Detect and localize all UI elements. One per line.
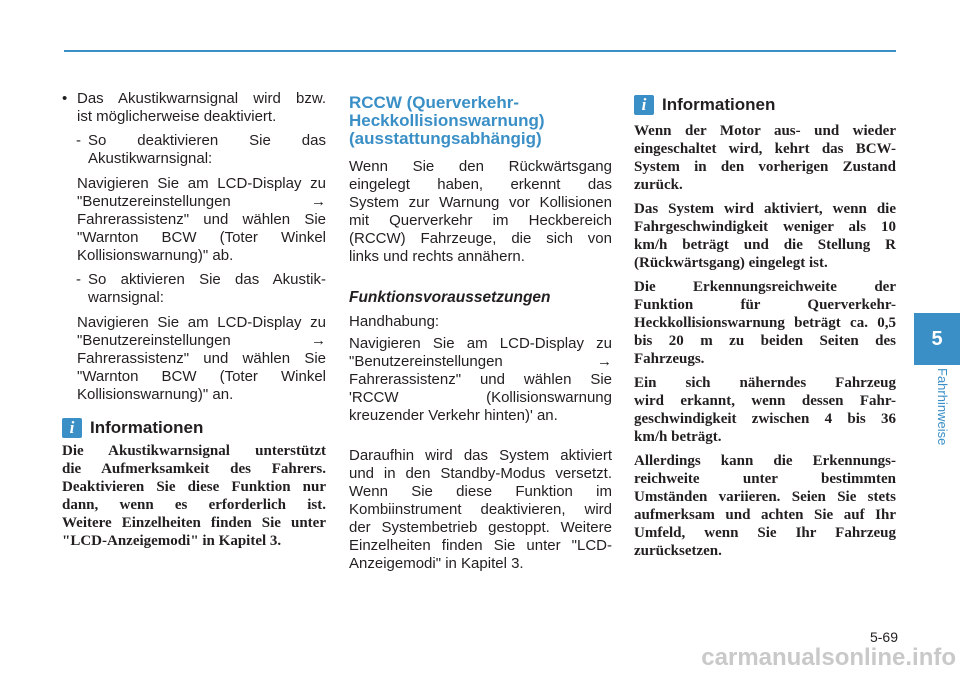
text-line: Fahrzeugs. [634, 351, 705, 367]
text-line: System zur Warnung vor Kollisionen [349, 194, 612, 211]
info-paragraph [634, 452, 896, 560]
info-paragraph [634, 122, 896, 194]
dash-mark: - [76, 132, 81, 149]
text-line: Ein sich näherndes Fahrzeug [634, 375, 896, 391]
text-line: "Benutzereinstellungen → [77, 332, 326, 349]
text-line: Das System wird aktiviert, wenn die [634, 201, 896, 217]
text-line: Fahrerassistenz" und wählen Sie [77, 211, 326, 228]
title-line: Heckkollisionswarnung) [349, 111, 545, 130]
navigation-paragraph [349, 335, 612, 425]
text-line: km/h beträgt. [634, 429, 722, 445]
info-heading [62, 418, 326, 438]
text-line: "Benutzereinstellungen → [77, 193, 326, 210]
text-line: (Rückwärtsgang) eingelegt ist. [634, 255, 828, 271]
chapter-label: Fahrhinweise [935, 368, 950, 446]
text-line: zurücksetzen. [634, 543, 722, 559]
text-line: Die Erkennungsreichweite der [634, 279, 896, 295]
text-line: Fahrerassistenz" und wählen Sie [349, 371, 612, 388]
text-line: Umfeld, wenn Sie Ihr Fahrzeug [634, 525, 896, 541]
section-title [349, 94, 612, 148]
text-line: System in den vorherigen Zustand [634, 159, 896, 175]
text-line: Navigieren Sie am LCD-Display zu [349, 335, 612, 352]
page-number: 5-69 [869, 629, 898, 645]
column-right [634, 90, 896, 560]
text-line: aufmerksam und achten Sie auf Ihr [634, 507, 896, 523]
text-line: Allerdings kann die Erkennungs- [634, 453, 896, 469]
dash-mark: - [76, 271, 81, 288]
text-line: kreuzender Verkehr hinten)' an. [349, 407, 558, 424]
text-line: "Warnton BCW (Toter Winkel [77, 368, 326, 385]
text-line: die Aufmerksamkeit des Fahrers. [62, 461, 326, 477]
text-line: Wenn der Motor aus- und wieder [634, 123, 896, 139]
text-line: So deaktivieren Sie das [88, 132, 326, 149]
text-line: Das Akustikwarnsignal wird bzw. [77, 90, 326, 107]
text-line: Einzelheiten finden Sie unter "LCD- [349, 537, 612, 554]
text-line: "Benutzereinstellungen → [349, 353, 612, 370]
info-paragraph [634, 278, 896, 368]
text-line: Kollisionswarnung)" ab. [77, 247, 234, 264]
text-line: Akustikwarnsignal: [88, 150, 213, 167]
text-line: Navigieren Sie am LCD-Display zu [77, 314, 326, 331]
text-line: Wenn Sie den Rückwärtsgang [349, 158, 612, 175]
dash-item [62, 132, 326, 168]
text-line: Fahrgeschwindigkeit weniger als 10 [634, 219, 896, 235]
text-line: dann, wenn es erforderlich ist. [62, 497, 326, 513]
text-line: Kollisionswarnung)" an. [77, 386, 234, 403]
text-line: Daraufhin wird das System aktiviert [349, 447, 612, 464]
text-line: (RCCW) Fahrzeuge, die sich von [349, 230, 612, 247]
text-line: Heckkollisionswarnung beträgt ca. 0,5 [634, 315, 896, 331]
instruction-paragraph [62, 175, 326, 265]
text-line: eingeschaltet wird, kehrt das BCW- [634, 141, 896, 157]
text-line: "LCD-Anzeigemodi" in Kapitel 3. [62, 533, 282, 549]
info-heading [634, 95, 896, 115]
text-line: "Warnton BCW (Toter Winkel [77, 229, 326, 246]
bullet-mark: • [62, 90, 68, 107]
text-line: Fahrerassistenz" und wählen Sie [77, 350, 326, 367]
text-line: So aktivieren Sie das Akustik- [88, 271, 326, 288]
text-line: Navigieren Sie am LCD-Display zu [77, 175, 326, 192]
text-line: und in den Standby-Modus versetzt. [349, 465, 612, 482]
text-line: zurück. [634, 177, 683, 193]
dash-item [62, 271, 326, 307]
text-line: wird erkannt, wenn dessen Fahr- [634, 393, 896, 409]
watermark: carmanualsonline.info [701, 644, 956, 671]
subsection-title: Funktionsvoraussetzungen [349, 289, 551, 306]
text-line: bis 20 m zu beiden Seiten des [634, 333, 896, 349]
info-title: Informationen [662, 95, 776, 114]
instruction-paragraph [62, 314, 326, 404]
intro-paragraph [349, 158, 612, 266]
text-line: Die Akustikwarnsignal unterstützt [62, 443, 326, 459]
column-middle [349, 90, 612, 573]
title-line: (ausstattungsabhängig) [349, 129, 542, 148]
text-line: reichweite unter bestimmten [634, 471, 896, 487]
info-icon: i [634, 95, 654, 115]
info-paragraph [634, 374, 896, 446]
text-line: 'RCCW (Kollisionswarnung [349, 389, 612, 406]
text-line: ist möglicherweise deaktiviert. [77, 108, 277, 125]
text-line: der Systembetrieb gestoppt. Weitere [349, 519, 612, 536]
text-line: Funktion für Querverkehr- [634, 297, 896, 313]
column-left [62, 90, 326, 550]
activation-paragraph [349, 447, 612, 573]
text-line: warnsignal: [88, 289, 164, 306]
text-line: Anzeigemodi" in Kapitel 3. [349, 555, 524, 572]
text-line: Umständen variieren. Seien Sie stets [634, 489, 896, 505]
text-line: Wenn Sie diese Funktion im [349, 483, 612, 500]
header-rule [64, 50, 896, 52]
text-line: links und rechts annähern. [349, 248, 525, 265]
info-title: Informationen [90, 418, 204, 437]
info-paragraph [634, 200, 896, 272]
text-line: geschwindigkeit zwischen 4 bis 36 [634, 411, 896, 427]
info-icon: i [62, 418, 82, 438]
title-line: RCCW (Querverkehr- [349, 93, 520, 112]
info-text [62, 442, 326, 550]
text-line: Kombiinstrument deaktivieren, wird [349, 501, 612, 518]
text-line: mit Querverkehr im Heckbereich [349, 212, 612, 229]
text-line: km/h beträgt und die Stellung R [634, 237, 896, 253]
text-line: Weitere Einzelheiten finden Sie unter [62, 515, 326, 531]
handling-label: Handhabung: [349, 313, 440, 330]
text-line: Deaktivieren Sie diese Funktion nur [62, 479, 326, 495]
chapter-number-tab: 5 [914, 313, 960, 365]
text-line: eingelegt haben, erkennt das [349, 176, 612, 193]
bullet-item [62, 90, 326, 126]
